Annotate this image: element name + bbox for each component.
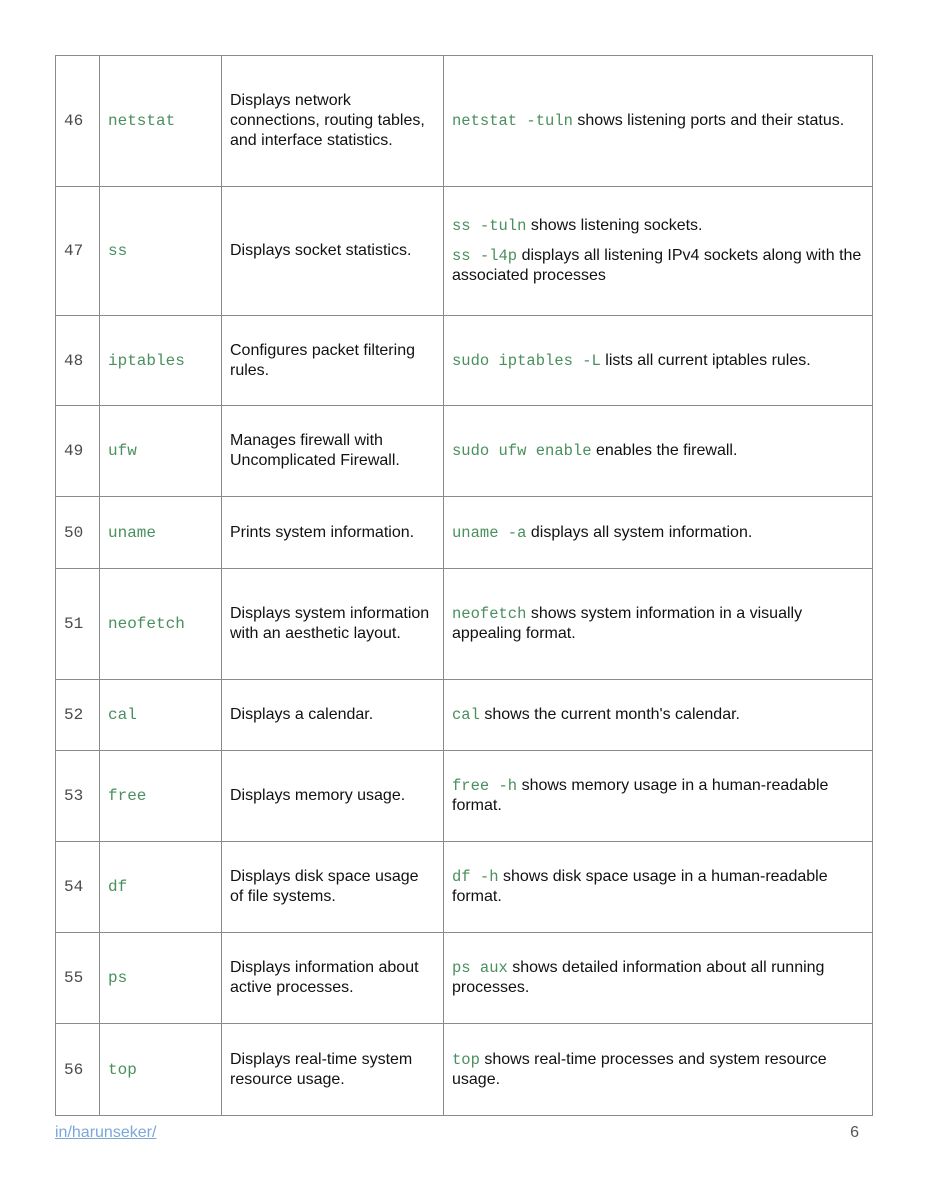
example-code: uname -a (452, 523, 527, 542)
table-row (56, 187, 873, 316)
command-name: neofetch (100, 569, 222, 680)
command-description: Prints system information. (222, 497, 444, 569)
example-code: neofetch (452, 605, 527, 623)
row-number: 53 (56, 751, 100, 842)
command-description: Manages firewall with Uncomplicated Firewall. (222, 406, 444, 497)
example-code: cal (452, 706, 480, 724)
table-row (56, 933, 873, 1024)
row-number: 47 (56, 187, 100, 316)
example-line (452, 441, 864, 461)
command-name: netstat (100, 56, 222, 187)
row-number: 50 (56, 497, 100, 569)
example-code: top (452, 1050, 480, 1069)
command-description: Displays system information with an aesthetic layout. (222, 569, 444, 680)
command-description: Displays information about active processes. (222, 933, 444, 1024)
table-row (56, 316, 873, 406)
example-code: ss -l4p (452, 247, 518, 265)
example-line (452, 523, 864, 543)
table-row (56, 751, 873, 842)
command-example (444, 187, 873, 316)
table-row (56, 680, 873, 751)
example-text: shows listening ports and their status. (572, 112, 845, 129)
row-number: 51 (56, 569, 100, 680)
command-name: ps (100, 933, 222, 1024)
command-example (444, 497, 873, 569)
command-name: ss (100, 187, 222, 316)
example-line (452, 216, 864, 236)
command-name: uname (100, 497, 222, 569)
example-line (452, 604, 864, 644)
command-name: iptables (100, 316, 222, 406)
command-description: Displays real-time system resource usage. (222, 1024, 444, 1116)
example-text: shows memory usage in a human-readable format. (452, 777, 829, 814)
command-example (444, 680, 873, 751)
example-line (452, 776, 864, 816)
example-code: netstat -tuln (452, 112, 573, 130)
table-row (56, 842, 873, 933)
command-example (444, 406, 873, 497)
example-line (452, 867, 864, 907)
footer-profile-link[interactable]: in/harunseker/ (55, 1124, 157, 1141)
example-text: shows disk space usage in a human-readable format. (452, 868, 828, 905)
command-name: top (100, 1024, 222, 1116)
command-example (444, 842, 873, 933)
command-description: Displays disk space usage of file systems. (222, 842, 444, 933)
table-row (56, 569, 873, 680)
row-number: 48 (56, 316, 100, 406)
example-code: ss -tuln (452, 217, 527, 235)
example-line (452, 958, 864, 998)
command-example (444, 933, 873, 1024)
row-number: 52 (56, 680, 100, 751)
example-text: displays all listening IPv4 sockets along with the associated processes (452, 247, 862, 284)
table-row (56, 497, 873, 569)
command-example (444, 1024, 873, 1116)
example-code: sudo iptables -L (452, 351, 601, 370)
example-code: sudo ufw enable (452, 442, 592, 460)
command-name: cal (100, 680, 222, 751)
row-number: 54 (56, 842, 100, 933)
table-row (56, 1024, 873, 1116)
command-description: Displays network connections, routing tables, and interface statistics. (222, 56, 444, 187)
command-example (444, 751, 873, 842)
example-line (452, 246, 864, 286)
example-text: displays all system information. (526, 523, 753, 541)
row-number: 55 (56, 933, 100, 1024)
row-number: 49 (56, 406, 100, 497)
command-description: Displays memory usage. (222, 751, 444, 842)
example-text: shows detailed information about all running processes. (452, 959, 825, 996)
command-example (444, 569, 873, 680)
example-line (452, 705, 864, 725)
command-description: Displays socket statistics. (222, 187, 444, 316)
example-code: free -h (452, 777, 518, 795)
example-code: df -h (452, 868, 499, 886)
command-example (444, 56, 873, 187)
command-example (444, 316, 873, 406)
command-table-body (56, 56, 873, 1116)
example-line (452, 111, 864, 131)
page-number: 6 (850, 1124, 859, 1141)
table-row (56, 406, 873, 497)
row-number: 46 (56, 56, 100, 187)
example-text: shows system information in a visually appealing format. (452, 605, 803, 642)
row-number: 56 (56, 1024, 100, 1116)
command-description: Displays a calendar. (222, 680, 444, 751)
command-table (55, 55, 873, 1116)
example-text: shows real-time processes and system resource usage. (452, 1050, 827, 1088)
example-line (452, 351, 864, 371)
example-code: ps aux (452, 959, 508, 977)
example-text: shows listening sockets. (526, 217, 703, 234)
table-row (56, 56, 873, 187)
command-description: Configures packet filtering rules. (222, 316, 444, 406)
example-line (452, 1050, 864, 1090)
command-name: ufw (100, 406, 222, 497)
example-text: lists all current iptables rules. (600, 351, 811, 369)
command-name: free (100, 751, 222, 842)
command-name: df (100, 842, 222, 933)
example-text: shows the current month's calendar. (479, 706, 740, 723)
example-text: enables the firewall. (591, 442, 738, 459)
